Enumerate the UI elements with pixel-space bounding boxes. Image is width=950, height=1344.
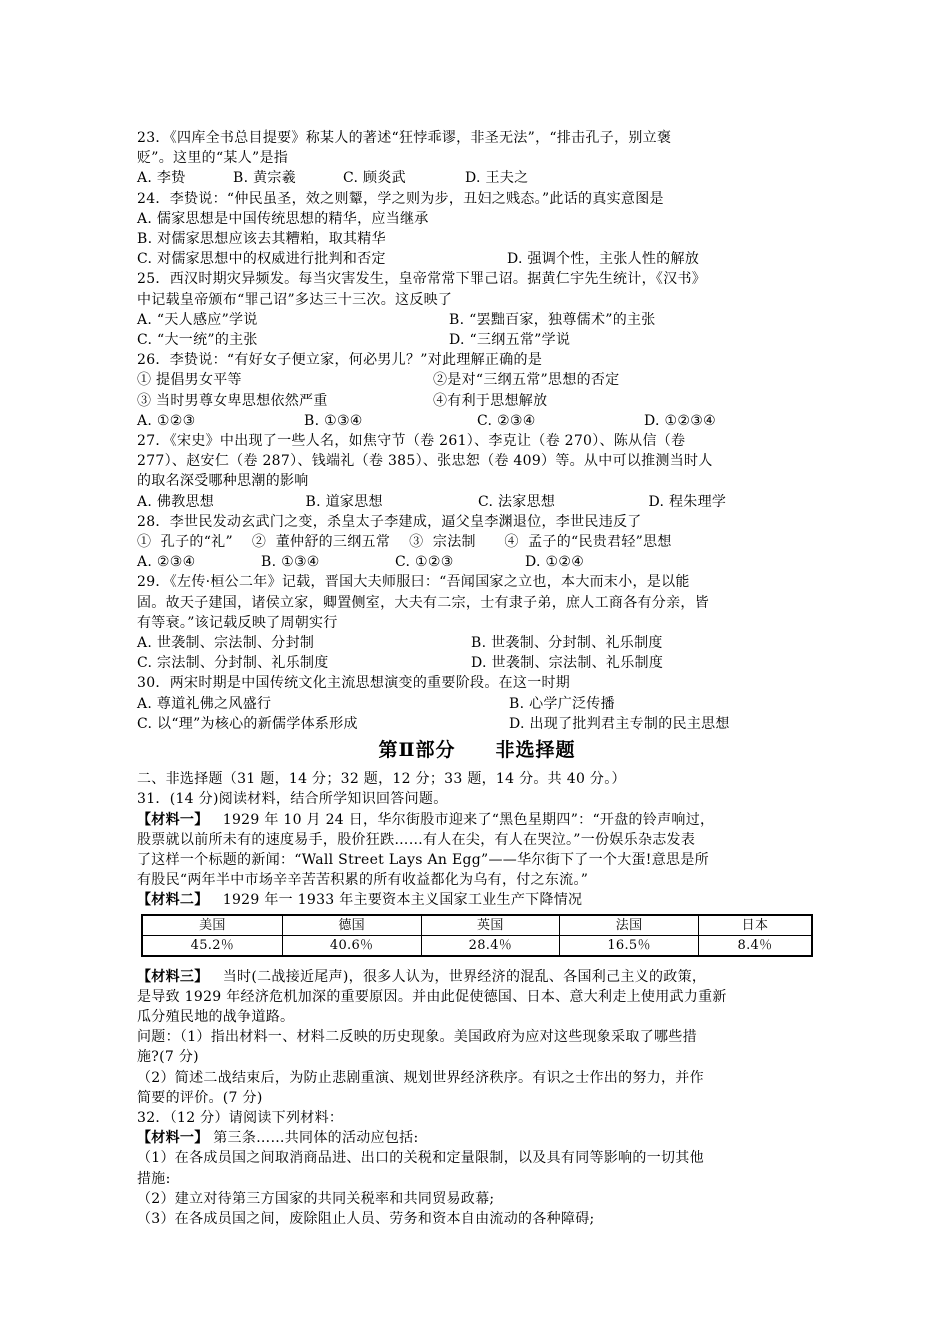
table-cell: 45.2％: [142, 935, 282, 956]
q26-items-12: [137, 370, 817, 390]
table-cell: 28.4％: [421, 935, 560, 956]
q27-option-a: A. 佛教思想: [137, 493, 215, 510]
q30-stem: 30．两宋时期是中国传统文化主流思想演变的重要阶段。在这一时期: [137, 675, 571, 692]
table-header-cell: 法国: [560, 915, 699, 936]
q29-stem-line1: 29．《左传·桓公二年》记载，晋国大夫师服曰：“吾闻国家之立也，本大而末小，是以能: [137, 574, 690, 591]
q31-material2-text: 1929 年一 1933 年主要资本主义国家工业生产下降情况: [208, 892, 583, 909]
q31-material3-line2: 是导致 1929 年经济危机加深的重要原因。并由此促使德国、日本、意大利走上使用武力重新: [137, 988, 727, 1005]
q31-material1-line1: [137, 810, 817, 830]
q23-stem-line2: 贬”。这里的“某人”是指: [137, 150, 289, 167]
q26-option-b: B. ①③④: [304, 412, 363, 429]
q32-material1-line: [137, 1128, 817, 1148]
q28-option-a: A. ②③④: [137, 554, 196, 571]
q29-stem-line2: 固。故天子建国，诸侯立家，卿置侧室，大夫有二宗，士有隶子弟，庶人工商各有分亲，皆: [137, 594, 709, 611]
q23-option-d: D. 王夫之: [465, 170, 529, 187]
q24-options-cd: [137, 249, 817, 269]
q32-line4: （3）在各成员国之间，废除阻止人员、劳务和资本自由流动的各种障碍;: [137, 1210, 595, 1227]
production-decline-table: [141, 914, 813, 957]
q26-item-4: ④有利于思想解放: [433, 392, 548, 409]
table-row: [142, 935, 812, 956]
part2-title: [137, 735, 817, 765]
q31-material3-text1: 当时(二战接近尾声)，很多人认为，世界经济的混乱、各国利己主义的政策，: [208, 968, 707, 985]
q30-options-cd: [137, 714, 817, 734]
q29-option-d: D. 世袭制、宗法制、礼乐制度: [471, 655, 664, 672]
q23-option-b: B. 黄宗羲: [233, 170, 296, 187]
q23-option-a: A. 李贽: [137, 170, 186, 187]
table-header-cell: 日本: [698, 915, 812, 936]
q26-items-34: [137, 391, 817, 411]
q26-option-c: C. ②③④: [477, 412, 536, 429]
q29-options-cd: [137, 653, 817, 673]
exam-content: [137, 128, 817, 1229]
q31-material2-line: [137, 890, 817, 910]
q27-options: [137, 492, 817, 512]
q25-stem-line2: 中记载皇帝颁布“罪己诏”多达三十三次。这反映了: [137, 291, 453, 308]
q24-option-b: B. 对儒家思想应该去其糟粕，取其精华: [137, 231, 386, 248]
q28-stem: 28．李世民发动玄武门之变，杀皇太子李建成，逼父皇李渊退位，李世民违反了: [137, 513, 642, 530]
q27-option-b: B. 道家思想: [305, 493, 383, 510]
q30-option-a: A. 尊道礼佛之风盛行: [137, 695, 272, 712]
q26-option-d: D. ①②③④: [644, 412, 716, 429]
q32-stem: 32．（12 分）请阅读下列材料：: [137, 1109, 344, 1126]
q23-options: [137, 168, 817, 188]
q26-options: [137, 411, 817, 431]
q32-material1-text: 第三条……共同体的活动应包括:: [208, 1130, 419, 1147]
q31-question-line1: 问题：（1）指出材料一、材料二反映的历史现象。美国政府为应对这些现象采取了哪些措: [137, 1029, 697, 1046]
q24-option-c: C. 对儒家思想中的权威进行批判和否定: [137, 251, 386, 268]
q31-material3-line3: 瓜分殖民地的战争道路。: [137, 1008, 295, 1025]
q25-stem-line1: 25．西汉时期灾异频发。每当灾害发生，皇帝常常下罪己诏。据黄仁宇先生统计，《汉书》: [137, 271, 707, 288]
q27-stem-line1: 27．《宋史》中出现了一些人名，如焦守节（卷 261）、李克让（卷 270）、陈从信（卷: [137, 433, 686, 450]
table-header-cell: 美国: [142, 915, 282, 936]
q26-option-a: A. ①②③: [137, 412, 196, 429]
q23-option-c: C. 顾炎武: [343, 170, 406, 187]
q28-option-c: C. ①②③: [395, 554, 454, 571]
q25-option-d: D. “三纲五常”学说: [449, 332, 571, 349]
part2-title-a: 第Ⅱ部分: [378, 739, 456, 762]
q29-option-a: A. 世袭制、宗法制、分封制: [137, 635, 315, 652]
q28-option-d: D. ①②④: [525, 554, 585, 571]
q25-option-c: C. “大一统”的主张: [137, 332, 258, 349]
q27-stem-line2: 277）、赵安仁（卷 287）、钱端礼（卷 385）、张忠恕（卷 409）等。从中可以推测当时人: [137, 453, 713, 470]
table-cell: 8.4％: [698, 935, 812, 956]
table-header-cell: 德国: [282, 915, 421, 936]
q31-material1-label: 【材料一】: [137, 811, 209, 828]
q29-option-c: C. 宗法制、分封制、礼乐制度: [137, 655, 329, 672]
q26-item-1: ① 提倡男女平等: [137, 372, 242, 389]
q27-stem-line3: 的取名深受哪种思潮的影响: [137, 473, 309, 490]
q31-material1-text1: 1929 年 10 月 24 日，华尔街股市迎来了“黑色星期四”：“开盘的铃声响过，: [208, 811, 715, 828]
part2-title-b: 非选择题: [495, 739, 576, 762]
table-cell: 16.5％: [560, 935, 699, 956]
q31-material1-line4: 有股民“两年半中市场辛辛苦苦积累的所有收益都化为乌有，付之东流。”: [137, 872, 589, 889]
q31-material1-line3: 了这样一个标题的新闻：“Wall Street Lays An Egg”——华尔街下了一个大蛋!意思是所: [137, 851, 709, 868]
q24-stem: 24．李贽说：“仲民虽圣，效之则颦，学之则为步，丑妇之贱态。”此话的真实意图是: [137, 190, 664, 207]
q26-item-3: ③ 当时男尊女卑思想依然严重: [137, 392, 328, 409]
q31-material2-label: 【材料二】: [137, 892, 209, 909]
q31-question-line4: 简要的评价。(7 分): [137, 1089, 263, 1106]
q26-stem: 26．李贽说：“有好女子便立家，何必男儿？”对此理解正确的是: [137, 352, 543, 369]
q31-material3-label: 【材料三】: [137, 968, 209, 985]
q32-material1-label: 【材料一】: [137, 1130, 209, 1147]
q28-option-b: B. ①③④: [261, 554, 320, 571]
q24-option-a: A. 儒家思想是中国传统思想的精华，应当继承: [137, 210, 429, 227]
q28-options: [137, 552, 817, 572]
q32-line3: （2）建立对待第三方国家的共同关税率和共同贸易政幕;: [137, 1190, 495, 1207]
q29-options-ab: [137, 633, 817, 653]
q31-stem: 31．(14 分)阅读材料，结合所学知识回答问题。: [137, 791, 448, 808]
table-header-row: [142, 915, 812, 936]
q32-line1: （1）在各成员国之间取消商品进、出口的关税和定量限制，以及具有同等影响的一切其他: [137, 1150, 704, 1167]
q30-option-b: B. 心学广泛传播: [509, 695, 615, 712]
part2-intro: 二、非选择题（31 题，14 分；32 题，12 分；33 题，14 分。共 40 分。）: [137, 771, 626, 788]
q32-line2: 措施:: [137, 1170, 171, 1187]
q27-option-c: C. 法家思想: [477, 493, 556, 510]
q27-option-d: D. 程朱理学: [648, 493, 727, 510]
q24-option-d: D. 强调个性，主张人性的解放: [507, 251, 700, 268]
q29-stem-line3: 有等衰。”该记载反映了周朝实行: [137, 614, 338, 631]
q30-option-c: C. 以“理”为核心的新儒学体系形成: [137, 715, 358, 732]
q29-option-b: B. 世袭制、分封制、礼乐制度: [471, 635, 663, 652]
table-cell: 40.6％: [282, 935, 421, 956]
q26-item-2: ②是对“三纲五常”思想的否定: [433, 372, 620, 389]
q25-option-a: A. “天人感应”学说: [137, 311, 258, 328]
q30-options-ab: [137, 694, 817, 714]
q31-material3-line1: [137, 967, 817, 987]
q25-options-cd: [137, 330, 817, 350]
q25-option-b: B. “罢黜百家，独尊儒术”的主张: [449, 311, 656, 328]
q31-material1-line2: 股票就以前所未有的速度易手，股价狂跌……有人在尖，有人在哭泣。”一份娱乐杂志发表: [137, 831, 696, 848]
q28-items: ① 孔子的“礼” ② 董仲舒的三纲五常 ③ 宗法制 ④ 孟子的“民贵君轻”思想: [137, 534, 672, 551]
q23-stem-line1: 23．《四库全书总目提要》称某人的著述“狂悖乖谬，非圣无法”，“排击孔子，别立褒: [137, 130, 672, 146]
table-header-cell: 英国: [421, 915, 560, 936]
q30-option-d: D. 出现了批判君主专制的民主思想: [509, 715, 730, 732]
q25-options-ab: [137, 310, 817, 330]
q31-question-line2: 施?(7 分): [137, 1049, 199, 1066]
q31-question-line3: （2）简述二战结束后，为防止悲剧重演、规划世界经济秩序。有识之士作出的努力，并作: [137, 1069, 704, 1086]
